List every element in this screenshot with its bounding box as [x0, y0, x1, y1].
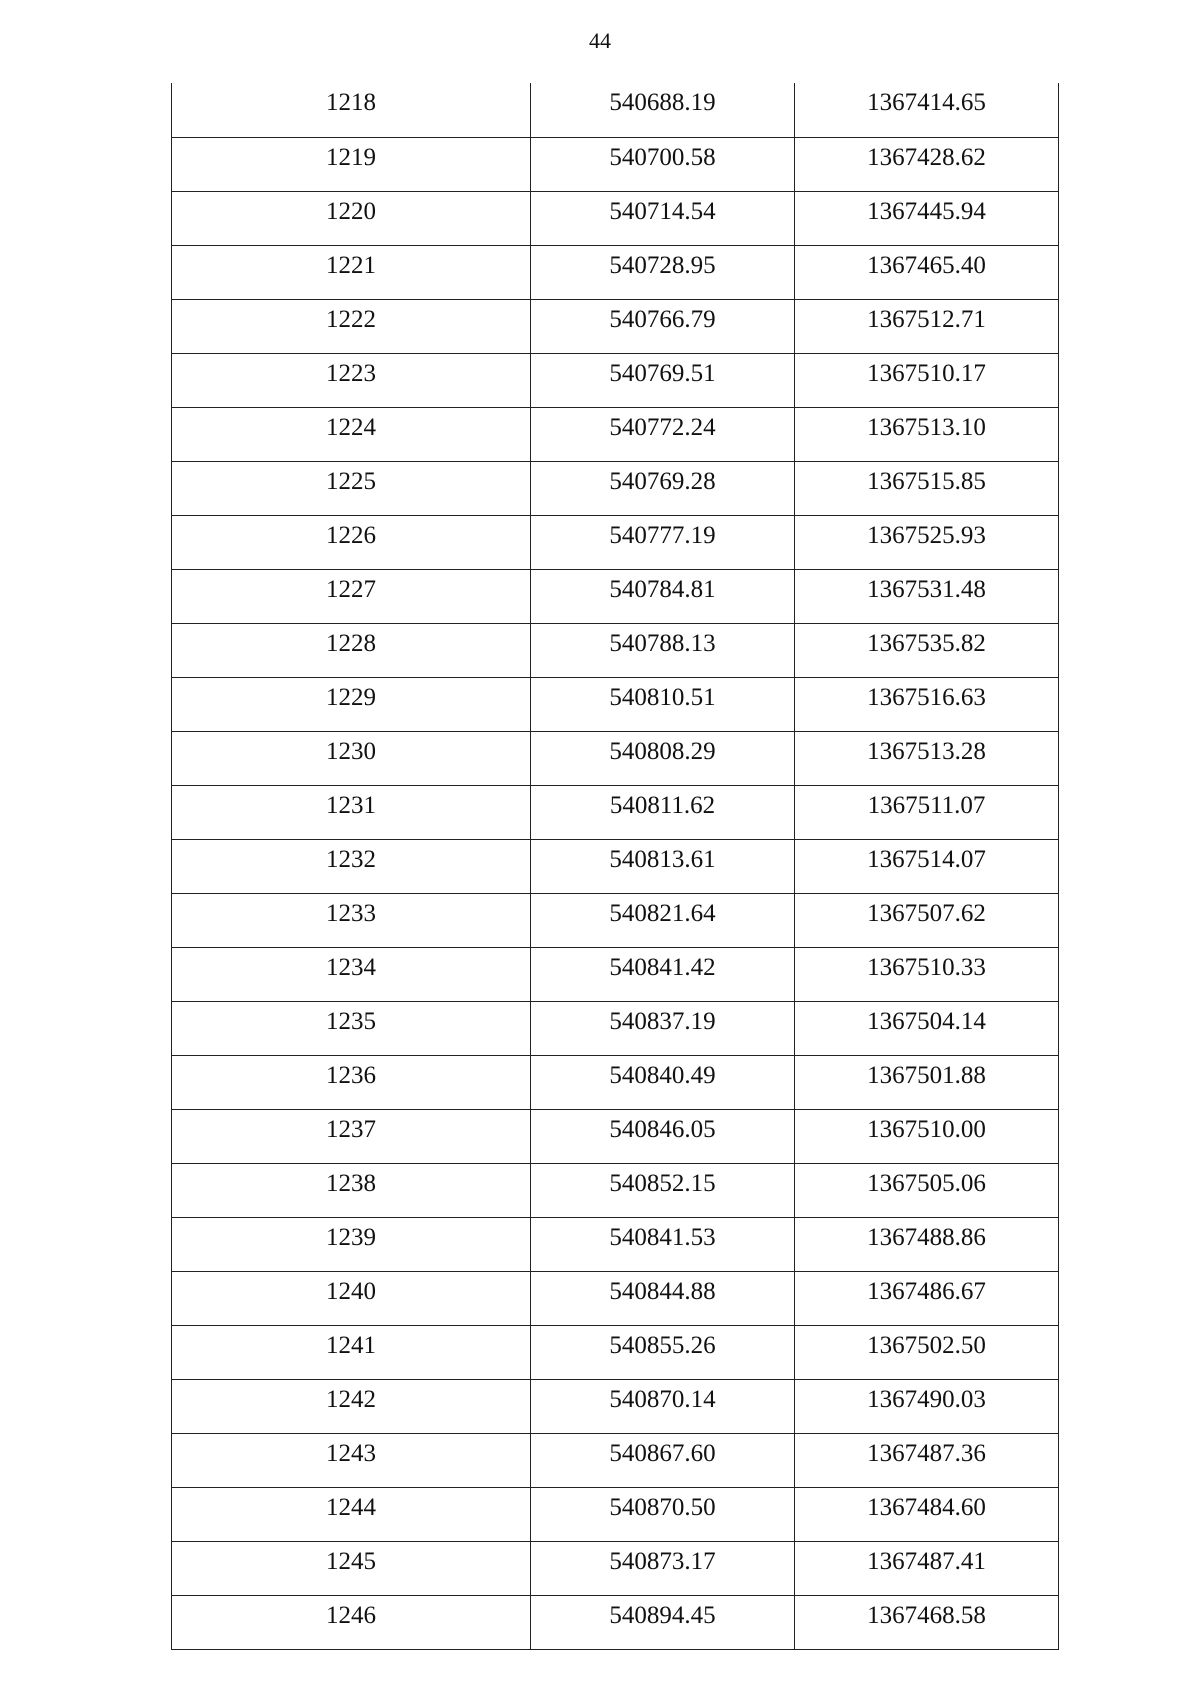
point-number-cell: 1225: [172, 461, 531, 515]
y-coordinate-cell: 1367428.62: [795, 137, 1059, 191]
y-coordinate-cell: 1367484.60: [795, 1487, 1059, 1541]
table-row: [172, 623, 1059, 677]
table-row: [172, 1487, 1059, 1541]
point-number-cell: 1244: [172, 1487, 531, 1541]
table-row: [172, 191, 1059, 245]
x-coordinate-cell: 540769.28: [531, 461, 795, 515]
point-number-cell: 1226: [172, 515, 531, 569]
table-row: [172, 1109, 1059, 1163]
x-coordinate-cell: 540766.79: [531, 299, 795, 353]
table-row: [172, 569, 1059, 623]
table-row: [172, 515, 1059, 569]
point-number-cell: 1243: [172, 1433, 531, 1487]
x-coordinate-cell: 540870.50: [531, 1487, 795, 1541]
table-row: [172, 1217, 1059, 1271]
y-coordinate-cell: 1367445.94: [795, 191, 1059, 245]
table-row: [172, 1055, 1059, 1109]
point-number-cell: 1219: [172, 137, 531, 191]
point-number-cell: 1227: [172, 569, 531, 623]
point-number-cell: 1234: [172, 947, 531, 1001]
y-coordinate-cell: 1367516.63: [795, 677, 1059, 731]
table-row: [172, 893, 1059, 947]
x-coordinate-cell: 540873.17: [531, 1541, 795, 1595]
x-coordinate-cell: 540840.49: [531, 1055, 795, 1109]
y-coordinate-cell: 1367510.17: [795, 353, 1059, 407]
table-row: [172, 1595, 1059, 1649]
table-row: [172, 1001, 1059, 1055]
table-row: [172, 1433, 1059, 1487]
table-row: [172, 677, 1059, 731]
table-row: [172, 1541, 1059, 1595]
table-row: [172, 839, 1059, 893]
y-coordinate-cell: 1367487.41: [795, 1541, 1059, 1595]
y-coordinate-cell: 1367487.36: [795, 1433, 1059, 1487]
x-coordinate-cell: 540841.42: [531, 947, 795, 1001]
x-coordinate-cell: 540714.54: [531, 191, 795, 245]
x-coordinate-cell: 540808.29: [531, 731, 795, 785]
x-coordinate-cell: 540867.60: [531, 1433, 795, 1487]
point-number-cell: 1228: [172, 623, 531, 677]
y-coordinate-cell: 1367505.06: [795, 1163, 1059, 1217]
x-coordinate-cell: 540728.95: [531, 245, 795, 299]
point-number-cell: 1230: [172, 731, 531, 785]
point-number-cell: 1224: [172, 407, 531, 461]
x-coordinate-cell: 540788.13: [531, 623, 795, 677]
point-number-cell: 1238: [172, 1163, 531, 1217]
table-row: [172, 1271, 1059, 1325]
y-coordinate-cell: 1367525.93: [795, 515, 1059, 569]
point-number-cell: 1218: [172, 83, 531, 137]
y-coordinate-cell: 1367488.86: [795, 1217, 1059, 1271]
coordinates-table: [171, 83, 1059, 1650]
y-coordinate-cell: 1367486.67: [795, 1271, 1059, 1325]
table-row: [172, 137, 1059, 191]
x-coordinate-cell: 540700.58: [531, 137, 795, 191]
y-coordinate-cell: 1367502.50: [795, 1325, 1059, 1379]
y-coordinate-cell: 1367490.03: [795, 1379, 1059, 1433]
x-coordinate-cell: 540811.62: [531, 785, 795, 839]
x-coordinate-cell: 540813.61: [531, 839, 795, 893]
point-number-cell: 1242: [172, 1379, 531, 1433]
x-coordinate-cell: 540810.51: [531, 677, 795, 731]
y-coordinate-cell: 1367513.10: [795, 407, 1059, 461]
point-number-cell: 1239: [172, 1217, 531, 1271]
y-coordinate-cell: 1367513.28: [795, 731, 1059, 785]
table-row: [172, 407, 1059, 461]
y-coordinate-cell: 1367504.14: [795, 1001, 1059, 1055]
y-coordinate-cell: 1367531.48: [795, 569, 1059, 623]
y-coordinate-cell: 1367510.00: [795, 1109, 1059, 1163]
table-row: [172, 353, 1059, 407]
y-coordinate-cell: 1367511.07: [795, 785, 1059, 839]
point-number-cell: 1232: [172, 839, 531, 893]
point-number-cell: 1246: [172, 1595, 531, 1649]
coordinates-table-body: [172, 83, 1059, 1649]
y-coordinate-cell: 1367507.62: [795, 893, 1059, 947]
table-row: [172, 299, 1059, 353]
page-number: 44: [589, 28, 611, 53]
table-row: [172, 245, 1059, 299]
point-number-cell: 1245: [172, 1541, 531, 1595]
x-coordinate-cell: 540870.14: [531, 1379, 795, 1433]
point-number-cell: 1235: [172, 1001, 531, 1055]
point-number-cell: 1221: [172, 245, 531, 299]
y-coordinate-cell: 1367512.71: [795, 299, 1059, 353]
x-coordinate-cell: 540846.05: [531, 1109, 795, 1163]
point-number-cell: 1240: [172, 1271, 531, 1325]
x-coordinate-cell: 540894.45: [531, 1595, 795, 1649]
table-row: [172, 1325, 1059, 1379]
point-number-cell: 1236: [172, 1055, 531, 1109]
table-row: [172, 731, 1059, 785]
point-number-cell: 1231: [172, 785, 531, 839]
y-coordinate-cell: 1367510.33: [795, 947, 1059, 1001]
y-coordinate-cell: 1367514.07: [795, 839, 1059, 893]
y-coordinate-cell: 1367515.85: [795, 461, 1059, 515]
y-coordinate-cell: 1367501.88: [795, 1055, 1059, 1109]
point-number-cell: 1229: [172, 677, 531, 731]
point-number-cell: 1237: [172, 1109, 531, 1163]
x-coordinate-cell: 540855.26: [531, 1325, 795, 1379]
table-row: [172, 785, 1059, 839]
x-coordinate-cell: 540837.19: [531, 1001, 795, 1055]
x-coordinate-cell: 540784.81: [531, 569, 795, 623]
point-number-cell: 1223: [172, 353, 531, 407]
table-row: [172, 461, 1059, 515]
y-coordinate-cell: 1367465.40: [795, 245, 1059, 299]
y-coordinate-cell: 1367414.65: [795, 83, 1059, 137]
x-coordinate-cell: 540844.88: [531, 1271, 795, 1325]
x-coordinate-cell: 540688.19: [531, 83, 795, 137]
x-coordinate-cell: 540769.51: [531, 353, 795, 407]
table-row: [172, 947, 1059, 1001]
table-row: [172, 83, 1059, 137]
point-number-cell: 1222: [172, 299, 531, 353]
point-number-cell: 1233: [172, 893, 531, 947]
x-coordinate-cell: 540777.19: [531, 515, 795, 569]
point-number-cell: 1241: [172, 1325, 531, 1379]
x-coordinate-cell: 540772.24: [531, 407, 795, 461]
table-row: [172, 1163, 1059, 1217]
x-coordinate-cell: 540852.15: [531, 1163, 795, 1217]
point-number-cell: 1220: [172, 191, 531, 245]
y-coordinate-cell: 1367535.82: [795, 623, 1059, 677]
y-coordinate-cell: 1367468.58: [795, 1595, 1059, 1649]
table-row: [172, 1379, 1059, 1433]
x-coordinate-cell: 540821.64: [531, 893, 795, 947]
x-coordinate-cell: 540841.53: [531, 1217, 795, 1271]
